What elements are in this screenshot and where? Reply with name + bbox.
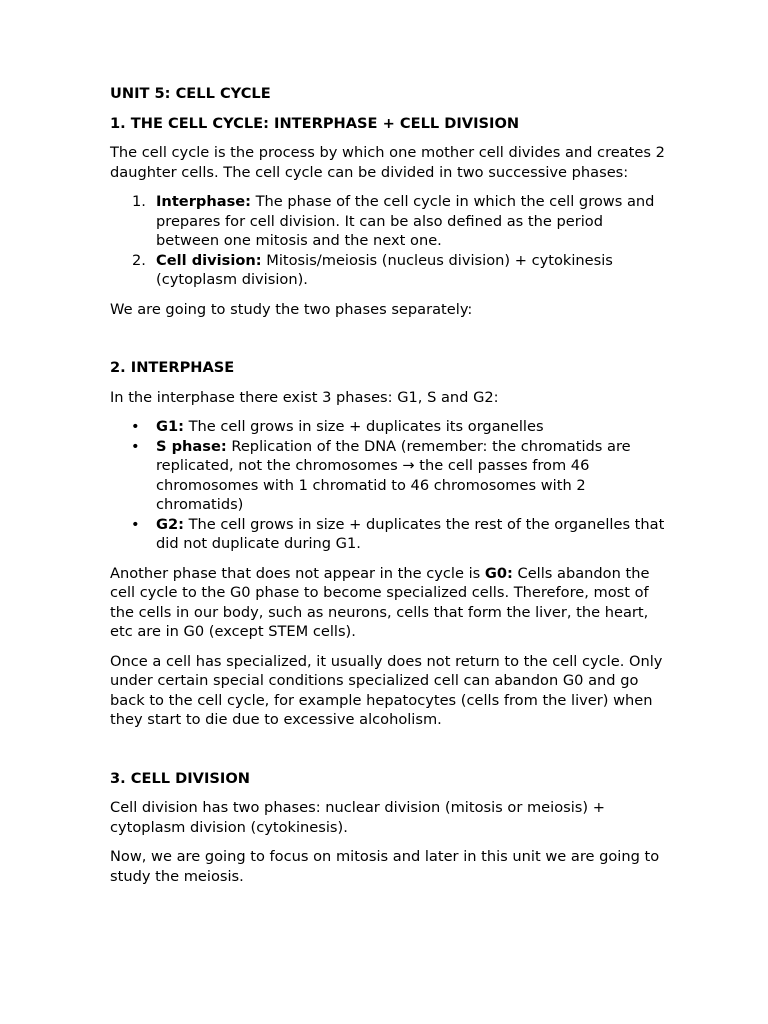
document-page xyxy=(110,84,665,896)
section-gap xyxy=(110,329,665,358)
list-number: 1. xyxy=(132,193,146,210)
cell-cycle-phases-list xyxy=(110,192,665,290)
g0-term: G0: xyxy=(484,564,513,582)
unit-title: UNIT 5: CELL CYCLE xyxy=(110,85,271,102)
interphase-phases-list xyxy=(110,417,665,554)
specialized-paragraph: Once a cell has specialized, it usually does not return to the cell cycle. Only under certain special conditions specialized cell can abandon G0 and go back to the cell cycle, for example hepatocytes (cells from the liver) when they start to die due to excessive alcoholism. xyxy=(110,652,663,728)
section-gap xyxy=(110,740,665,769)
section-1-outro: We are going to study the two phases separately: xyxy=(110,300,473,318)
section-2-intro: In the interphase there exist 3 phases: G1, S and G2: xyxy=(110,388,499,406)
section-1-heading: 1. THE CELL CYCLE: INTERPHASE + CELL DIVISION xyxy=(110,114,520,132)
bullet-icon: • xyxy=(131,515,140,533)
list-number: 2. xyxy=(132,251,146,269)
section-2-heading: 2. INTERPHASE xyxy=(110,359,235,376)
list-term: G1: xyxy=(156,418,184,435)
list-text: The cell grows in size + duplicates the rest of the organelles that did not duplicate during G1. xyxy=(156,515,665,552)
section-3-heading: 3. CELL DIVISION xyxy=(110,769,250,787)
section-1-intro: The cell cycle is the process by which one mother cell divides and creates 2 daughter cells. The cell cycle can be divided in two successive phases: xyxy=(110,144,665,181)
list-item xyxy=(110,251,665,290)
list-term: S phase: xyxy=(156,437,227,455)
list-item xyxy=(110,192,665,251)
list-term: Interphase: xyxy=(156,193,251,210)
list-item xyxy=(110,515,665,554)
list-item xyxy=(110,437,665,515)
section-3-paragraph-1: Cell division has two phases: nuclear division (mitosis or meiosis) + cytoplasm division (cytokinesis). xyxy=(110,799,605,836)
list-text: The cell grows in size + duplicates its organelles xyxy=(183,418,544,435)
g0-paragraph xyxy=(110,564,665,642)
list-text: Replication of the DNA (remember: the chromatids are replicated, not the chromosomes → the cell passes from 46 chromosomes with 1 chromatid to 46 chromosomes with 2 chromatids) xyxy=(156,437,631,513)
g0-text-after: Cells abandon the cell cycle to the G0 phase to become specialized cells. Therefore, most of the cells in our body, such as neurons, cells that form the liver, the heart, etc are in G0 (except STEM cells). xyxy=(110,564,650,640)
list-item xyxy=(110,417,665,437)
bullet-icon: • xyxy=(131,418,140,435)
list-text: Mitosis/meiosis (nucleus division) + cytokinesis (cytoplasm division). xyxy=(156,251,613,288)
g0-text-before: Another phase that does not appear in the cycle is xyxy=(110,564,485,582)
list-text: The phase of the cell cycle in which the cell grows and prepares for cell division. It can be also defined as the period between one mitosis and the next one. xyxy=(156,193,655,249)
list-term: G2: xyxy=(156,515,184,533)
bullet-icon: • xyxy=(131,437,140,455)
section-3-paragraph-2: Now, we are going to focus on mitosis and later in this unit we are going to study the meiosis. xyxy=(110,848,660,885)
list-term: Cell division: xyxy=(156,251,262,269)
